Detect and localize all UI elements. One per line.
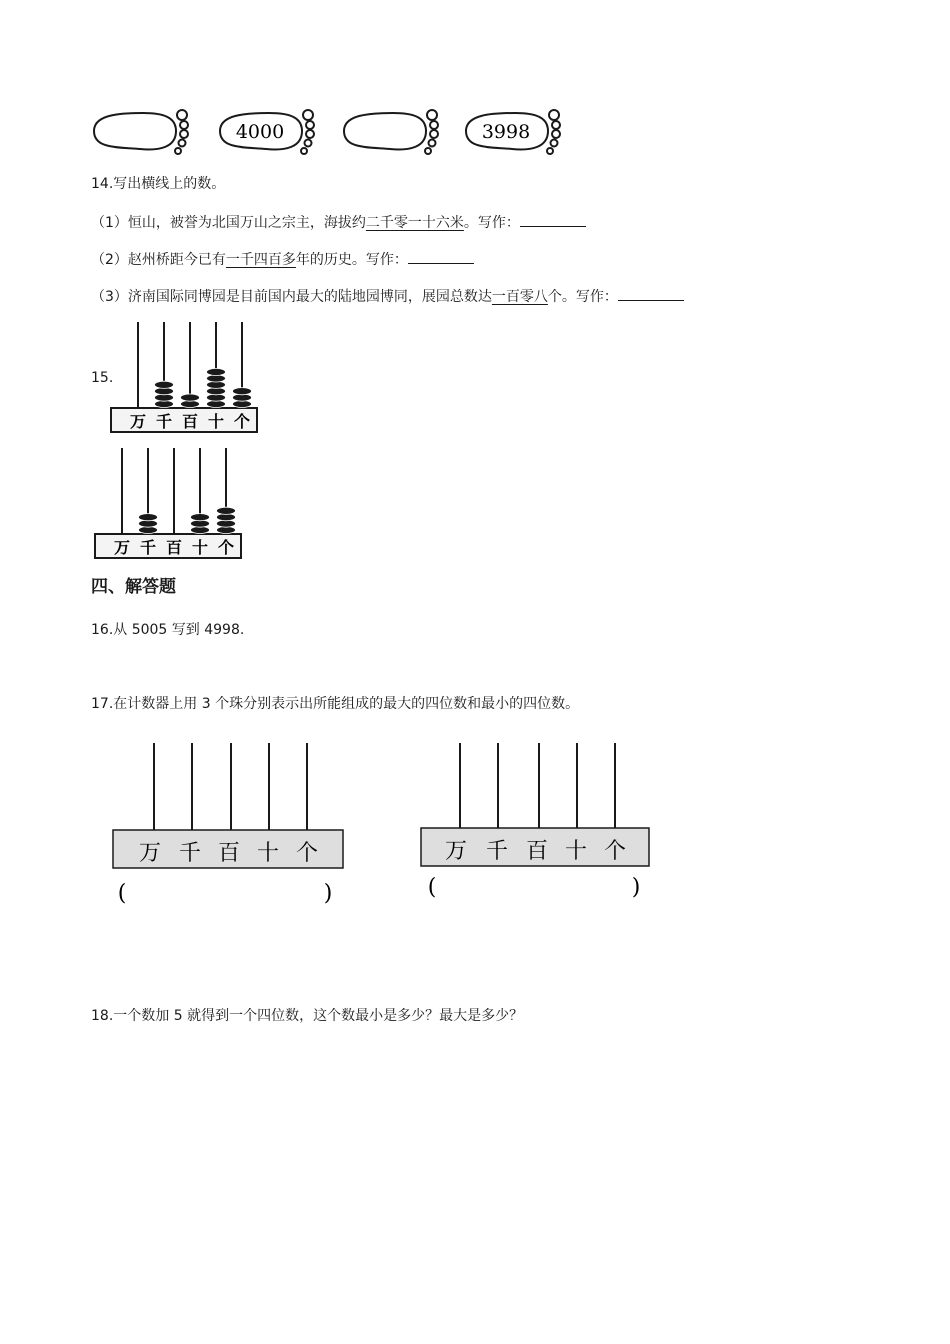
abacus-top [108,320,260,436]
abacus-bead [191,514,210,521]
answer-paren-left: ( [117,881,127,906]
abacus-bead [181,394,200,401]
q14-item-2-suffix: 年的历史。写作： [295,252,408,268]
q14-item-3-suffix: 个。写作： [547,289,618,305]
abacus-bead [217,507,236,514]
counter-label-bai: 百 [525,839,549,864]
answer-paren-left: ( [427,875,437,900]
counter-label-bai: 百 [217,841,241,866]
q17-text: 17.在计数器上用 3 个珠分别表示出所能组成的最大的四位数和最小的四位数。 [91,696,580,712]
q14-item-3 [91,286,684,307]
abacus-label-wan: 万 [129,412,147,431]
q14-item-2-answer-blank[interactable] [408,249,474,264]
footprint-3 [344,110,438,154]
q16-text: 16.从 5005 写到 4998. [91,622,245,638]
counter-label-wan: 万 [444,839,468,864]
q14-item-1-answer-blank[interactable] [520,212,586,227]
q18-text: 18.一个数加 5 就得到一个四位数，这个数最小是多少？最大是多少？ [91,1008,524,1024]
footprint-value: 3998 [481,121,531,143]
counter-label-qian: 千 [485,839,509,864]
q15-number: 15. [91,370,114,386]
abacus-bead [155,381,174,388]
footprint-value: 4000 [235,121,285,143]
q14-item-3-prefix: （3）济南国际同博园是目前国内最大的陆地园博同，展园总数达 [91,289,492,305]
q14-item-1-suffix: 。写作： [463,215,520,231]
answer-paren-right: ) [323,881,333,906]
counter-label-shi: 十 [564,839,588,864]
footprint-4 [466,110,560,154]
abacus-bead [233,388,252,395]
q14-item-2-underlined: 一千四百多 [225,252,296,268]
abacus-label-bai: 百 [181,412,199,431]
footprints-row [88,103,578,159]
abacus-label-ge: 个 [233,412,251,431]
q14-item-1 [91,212,586,233]
abacus-label-shi: 十 [191,538,209,557]
abacus-bottom [92,446,244,562]
abacus-label-qian: 千 [155,412,173,431]
counter-label-qian: 千 [178,841,202,866]
counter-label-shi: 十 [256,841,280,866]
answer-slot[interactable] [134,878,318,906]
abacus-label-shi: 十 [207,412,225,431]
abacus-label-qian: 千 [139,538,157,557]
answer-paren-right: ) [631,875,641,900]
empty-counter-left [110,738,350,908]
empty-counter-right [418,738,658,908]
q14-item-1-prefix: （1）恒山，被誉为北国万山之宗主，海拔约 [91,215,366,231]
footprint-2 [220,110,314,154]
section-title: 四、解答题 [91,577,176,597]
counter-label-ge: 个 [603,839,627,864]
abacus-bead [139,514,158,521]
abacus-label-ge: 个 [217,538,235,557]
q14-item-2 [91,249,474,270]
q14-item-3-underlined: 一百零八 [491,289,548,305]
abacus-label-bai: 百 [165,538,183,557]
q14-title: 14.写出横线上的数。 [91,176,226,192]
answer-slot[interactable] [444,872,626,900]
q14-item-3-answer-blank[interactable] [618,286,684,301]
q14-item-1-underlined: 二千零一十六米 [365,215,464,231]
abacus-label-wan: 万 [113,538,131,557]
abacus-bead [207,368,226,375]
counter-label-ge: 个 [295,841,319,866]
counter-label-wan: 万 [138,841,162,866]
footprint-1 [94,110,188,154]
q14-item-2-prefix: （2）赵州桥距今已有 [91,252,226,268]
